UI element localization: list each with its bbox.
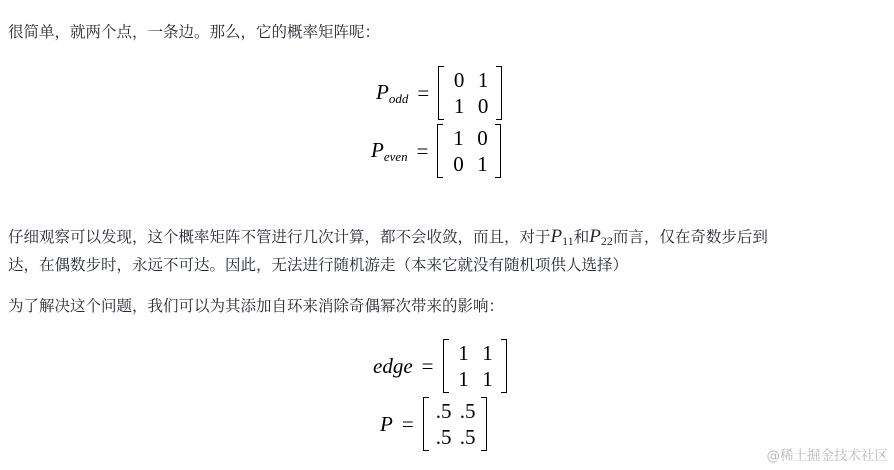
watermark: @稀土掘金技术社区 xyxy=(766,448,888,464)
matrix-cell: 1 xyxy=(453,126,464,150)
matrix-cell: .5 xyxy=(435,399,452,423)
matrix-cell: .5 xyxy=(435,425,452,449)
matrix-cell: 0 xyxy=(477,94,489,118)
matrix-cell: 0 xyxy=(453,152,464,176)
eq-edge-operator: = xyxy=(421,353,434,378)
eq-odd-lhs: $P_{odd}$ xyxy=(376,79,409,106)
math-p22: $P_{22}$ xyxy=(589,226,613,248)
matrix-cell: 1 xyxy=(458,367,469,391)
equation-edge xyxy=(373,339,507,393)
observation-text: 而言，仅在奇数步后到 xyxy=(612,228,768,246)
matrix-p-odd xyxy=(438,66,502,120)
matrix-p-even xyxy=(437,124,501,178)
matrix-cell: 1 xyxy=(482,367,493,391)
eq-edge-lhs: edge xyxy=(373,353,413,378)
matrix-cell: 1 xyxy=(458,341,469,365)
solution-text: 为了解决这个问题，我们可以为其添加自环来消除奇偶幂次带来的影响： xyxy=(8,297,505,315)
equation-p-odd xyxy=(376,66,502,120)
matrix-p xyxy=(423,397,487,451)
matrix-cell: 0 xyxy=(477,126,488,150)
eq-even-lhs: $P_{even}$ xyxy=(371,137,408,164)
matrix-edge xyxy=(443,339,507,393)
equation-p-even xyxy=(371,124,501,178)
observation-text: 达，在偶数步时，永远不可达。因此，无法进行随机游走（本来它就没有随机项供人选择） xyxy=(8,256,629,274)
matrix-cell: 1 xyxy=(477,68,489,92)
intro-text: 很简单，就两个点，一条边。那么，它的概率矩阵呢： xyxy=(8,23,381,41)
matrix-cell: 1 xyxy=(477,152,488,176)
equation-p xyxy=(380,397,487,451)
observation-text: 仔细观察可以发现，这个概率矩阵不管进行几次计算，都不会收敛，而且，对于 xyxy=(8,228,551,246)
eq-p-operator: = xyxy=(401,411,414,436)
eq-p-lhs: P xyxy=(380,411,393,436)
matrix-cell: .5 xyxy=(459,399,476,423)
matrix-cell: 1 xyxy=(482,341,493,365)
eq-even-operator: = xyxy=(416,138,429,163)
eq-odd-operator: = xyxy=(417,80,430,105)
observation-text: 和 xyxy=(573,228,590,246)
matrix-cell: 1 xyxy=(453,94,465,118)
matrix-cell: 0 xyxy=(453,68,465,92)
observation-paragraph xyxy=(8,225,768,277)
matrix-cell: .5 xyxy=(459,425,476,449)
math-p11: $P_{11}$ xyxy=(550,226,574,248)
